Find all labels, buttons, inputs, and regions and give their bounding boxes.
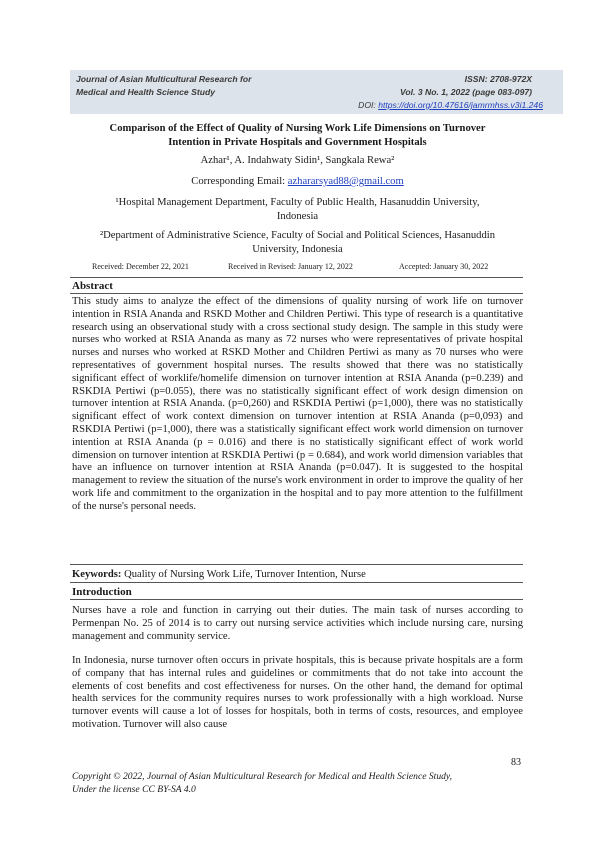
abstract-heading: Abstract [72,280,113,292]
affiliation-2 [72,229,523,257]
keywords-label: Keywords: [72,569,122,580]
doi-link[interactable]: https://doi.org/10.47616/jamrmhss.v3i1.246 [378,100,543,110]
accepted-date: Accepted: January 30, 2022 [399,262,489,271]
keywords-top-rule [70,564,523,565]
abstract-body: This study aims to analyze the effect of the dimensions of quality nursing of work life on turnover intention in RSIA Ananda and RSKD Mother and Children Pertiwi. This type of research is a quantitative research using an observational study with a cross sectional study design. The sample in this study were nurses who worked at RSIA Ananda as many as 72 nurses who were representatives of private hospital nurses and nurses who worked at RSKD Mother and Children Pertiwi as many as 70 nurses who were representatives of government hospital nurses. The results showed that there was no statistically significant effect of worklife/homelife dimension on turnover intention at RSIA Ananda (p=0.239) and RSKDIA Pertiwi (p=0.055), there was no statistically significant effect of work design dimension on turnover intention at RSIA Ananda. (p=0,260) and RSKDIA Pertiwi (p=1,000), there was no statistically significant effect of work context dimension on turnover intention at RSIA Ananda (p=0,093) and RSKDIA Pertiwi (p=1,000), there was a statistically significant effect work world dimension on turnover intention at RSIA Ananda (p = 0.016) and there is no statistically significant effect of work world dimension on turnover intention at RSKDIA Pertiwi (p = 0.684), and work world dimension variables that have an influence on turnover intention at RSIA Ananda (p=0.047). It is suggested to the hospital management to review the situation of the nurse's work environment in order to improve the quality of her work life and commitment to the organization in the hospital and to pay more attention to the fulfillment of the nurse's personal needs. [72,296,523,512]
keywords-bottom-rule [70,582,523,583]
received-date: Received: December 22, 2021 [92,262,189,271]
copyright-footer [72,770,452,796]
journal-name-line2: Medical and Health Science Study [76,87,215,97]
doi-label: DOI: [358,100,379,110]
affiliation-1-line1: ¹Hospital Management Department, Faculty of Public Health, Hasanuddin University, [115,197,480,208]
journal-name-line1: Journal of Asian Multicultural Research for [76,74,252,84]
affiliation-2-line1: ²Department of Administrative Science, Faculty of Social and Political Sciences, Hasanuddin [99,230,496,241]
doi-line [358,100,543,110]
copyright-line1: Copyright © 2022, Journal of Asian Multicultural Research for Medical and Health Science Study, [72,771,453,782]
copyright-line2: Under the license CC BY-SA 4.0 [72,784,196,795]
volume-label: Vol. 3 No. 1, 2022 (page 083-097) [400,87,532,97]
issn-label: ISSN: 2708-972X [464,74,532,84]
article-title-line2: Intention in Private Hospitals and Government Hospitals [168,136,427,148]
keywords-text: Quality of Nursing Work Life, Turnover Intention, Nurse [121,569,366,580]
introduction-paragraph-1: Nurses have a role and function in carrying out their duties. The main task of nurses according to Permenpan No. 25 of 2014 is to carry out nursing service activities which include nursing care, nursing management and community service. [72,605,523,642]
affiliation-1 [72,196,523,224]
introduction-heading: Introduction [72,586,132,598]
affiliation-1-line2: Indonesia [276,211,319,222]
introduction-heading-rule [70,599,523,600]
introduction-paragraph-2: In Indonesia, nurse turnover often occurs in private hospitals, this is because private hospitals are a form of company that has internal rules and guidelines or commitments that do not take into account the elements of cost benefits and cost effectiveness for nurses. On the other hand, the demand for optimal health services for the community requires nurses to work professionally with a high workload. Nurse turnover events will cause a lot of losses for hospitals, both in terms of costs, resources, and employee motivation. Turnover will also cause [72,655,523,730]
affiliation-2-line2: University, Indonesia [252,244,343,255]
keywords-line [72,569,366,580]
abstract-top-rule [70,277,523,278]
author-list: Azhar¹, A. Indahwaty Sidin¹, Sangkala Rewa² [200,155,395,166]
article-title-line1: Comparison of the Effect of Quality of Nursing Work Life Dimensions on Turnover [109,123,486,134]
article-title [72,122,523,149]
corresponding-email-link[interactable]: azhararsyad88@gmail.com [287,176,404,187]
page-number: 83 [511,757,521,768]
revised-date: Received in Revised: January 12, 2022 [228,262,353,271]
corresponding-label: Corresponding Email: [191,176,288,187]
abstract-heading-rule [70,293,523,294]
corresponding-email-line [72,176,523,187]
